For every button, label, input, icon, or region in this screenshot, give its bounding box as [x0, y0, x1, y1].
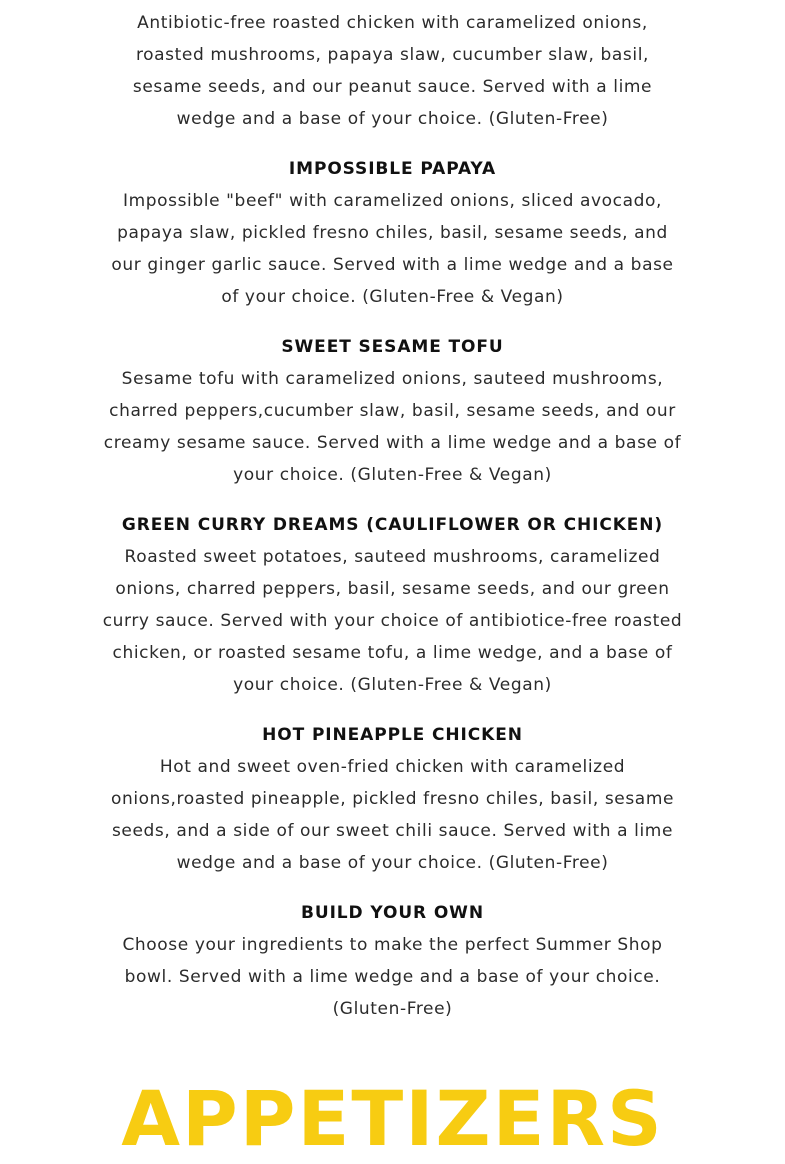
menu-item-description: Roasted sweet potatoes, sauteed mushrooms, caramelized onions, charred peppers, basil, sesame seeds, and our green curry sauce. Served with your choice of antibiotice-free roasted chicken, or roasted sesame tofu, a lime wedge, and a base of your choice. (Gluten-Free & Vegan): [102, 547, 683, 695]
menu-list: [0, 7, 785, 1025]
menu-item-peanut-chicken: [103, 7, 683, 135]
menu-item-description: Sesame tofu with caramelized onions, sauteed mushrooms, charred peppers,cucumber slaw, basil, sesame seeds, and our creamy sesame sauce. Served with a lime wedge and a base of your choice. (Gluten-Free & Vegan): [103, 369, 682, 485]
menu-item-description: Impossible "beef" with caramelized onions, sliced avocado, papaya slaw, pickled fresno chiles, basil, sesame seeds, and our ginger garlic sauce. Served with a lime wedge and a base of your choice. (Gluten-Free & Vegan): [111, 191, 674, 307]
menu-item-description: Antibiotic-free roasted chicken with caramelized onions, roasted mushrooms, papaya slaw, cucumber slaw, basil, sesame seeds, and our peanut sauce. Served with a lime wedge and a base of your choice. (Gluten-Free): [132, 13, 653, 129]
menu-item-title: GREEN CURRY DREAMS (CAULIFLOWER OR CHICKEN): [121, 515, 664, 535]
menu-item-hot-pineapple-chicken: [103, 719, 683, 879]
section-heading-appetizers: APPETIZERS: [121, 1074, 664, 1163]
menu-item-description: Hot and sweet oven-fried chicken with caramelized onions,roasted pineapple, pickled fresno chiles, basil, sesame seeds, and a side of our sweet chili sauce. Served with a lime wedge and a base of your choice. (Gluten-Free): [110, 757, 675, 873]
menu-item-title: SWEET SESAME TOFU: [281, 337, 504, 357]
menu-item-impossible-papaya: [103, 153, 683, 313]
menu-item-description: Choose your ingredients to make the perfect Summer Shop bowl. Served with a lime wedge and a base of your choice. (Gluten-Free): [122, 935, 663, 1019]
menu-item-title: IMPOSSIBLE PAPAYA: [288, 159, 497, 179]
menu-item-green-curry-dreams: [103, 509, 683, 701]
menu-item-sweet-sesame-tofu: [103, 331, 683, 491]
menu-item-build-your-own: [103, 897, 683, 1025]
menu-item-title: BUILD YOUR OWN: [301, 903, 484, 923]
menu-item-title: HOT PINEAPPLE CHICKEN: [262, 725, 523, 745]
